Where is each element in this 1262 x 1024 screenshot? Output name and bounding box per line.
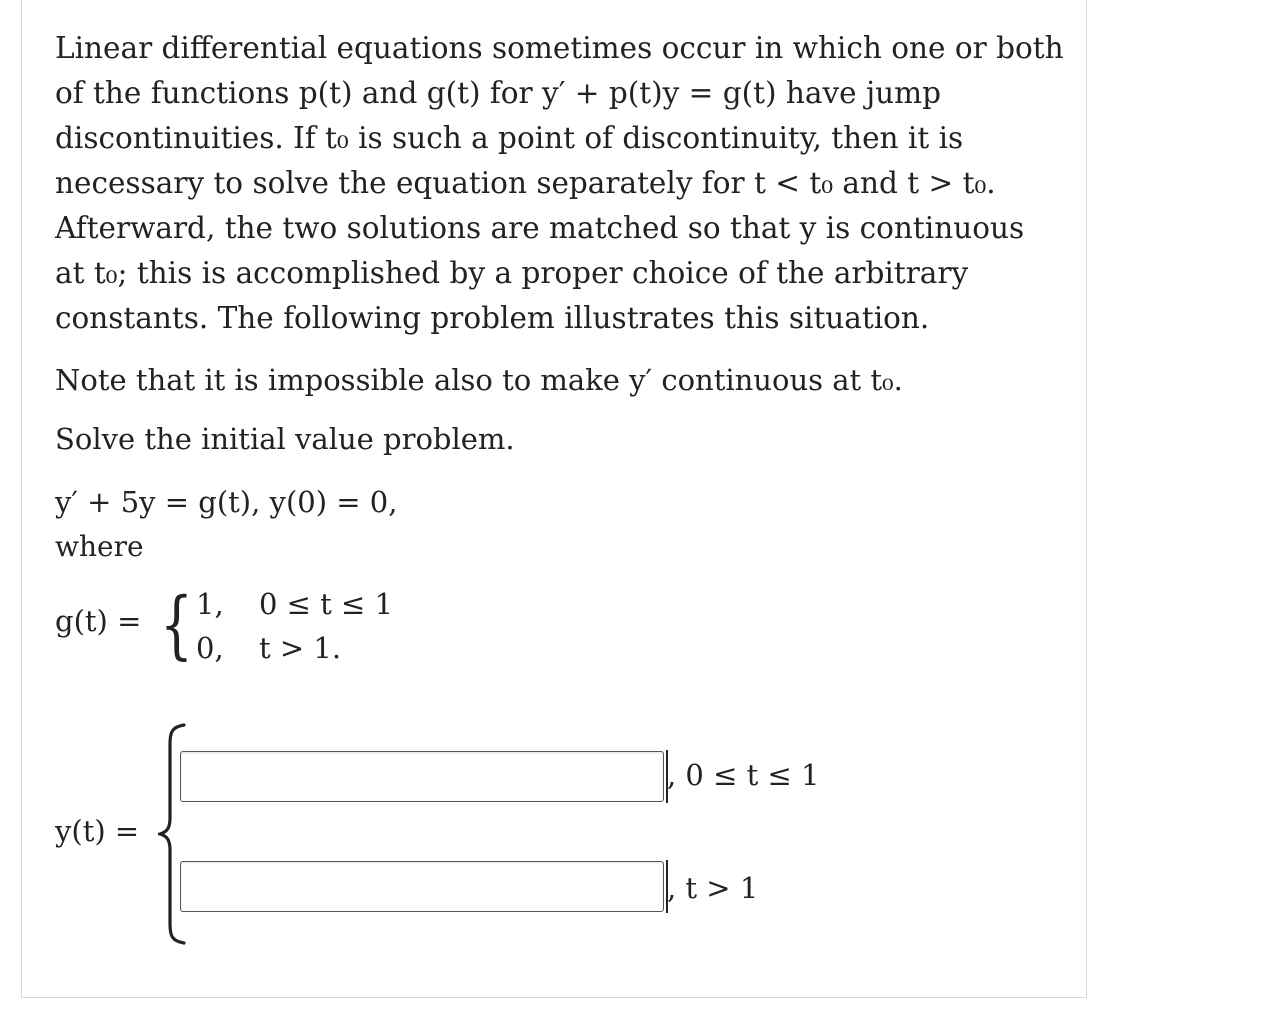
instruction-text: Solve the initial value problem. bbox=[55, 422, 515, 456]
g-case-condition: t > 1. bbox=[259, 631, 342, 665]
g-case-value: 0, bbox=[196, 631, 224, 665]
y-function-label: y(t) = bbox=[55, 814, 140, 848]
g-function-label: g(t) = bbox=[55, 604, 142, 638]
differential-equation: y′ + 5y = g(t), y(0) = 0, bbox=[55, 485, 398, 519]
where-label: where bbox=[55, 530, 144, 563]
intro-paragraph bbox=[55, 26, 1064, 341]
g-case-value: 1, bbox=[196, 587, 224, 621]
g-case-condition: 0 ≤ t ≤ 1 bbox=[259, 587, 394, 621]
intro-line: at t₀; this is accomplished by a proper choice of the arbitrary bbox=[55, 256, 969, 290]
intro-line: of the functions p(t) and g(t) for y′ + p(t)y = g(t) have jump bbox=[55, 76, 941, 110]
intro-line: Linear differential equations sometimes occur in which one or both bbox=[55, 31, 1064, 65]
answer-condition-1: , 0 ≤ t ≤ 1 bbox=[667, 758, 820, 792]
intro-line: discontinuities. If t₀ is such a point of discontinuity, then it is bbox=[55, 121, 964, 155]
intro-line: constants. The following problem illustrates this situation. bbox=[55, 301, 930, 335]
intro-line: Afterward, the two solutions are matched so that y is continuous bbox=[55, 211, 1025, 245]
answer-input-interval-2[interactable] bbox=[180, 861, 664, 912]
intro-line: necessary to solve the equation separately for t < t₀ and t > t₀. bbox=[55, 166, 996, 200]
answer-condition-2: , t > 1 bbox=[667, 871, 759, 905]
left-brace-icon: { bbox=[160, 582, 193, 668]
answer-input-interval-1[interactable] bbox=[180, 751, 664, 802]
note-text: Note that it is impossible also to make y′ continuous at t₀. bbox=[55, 363, 903, 397]
